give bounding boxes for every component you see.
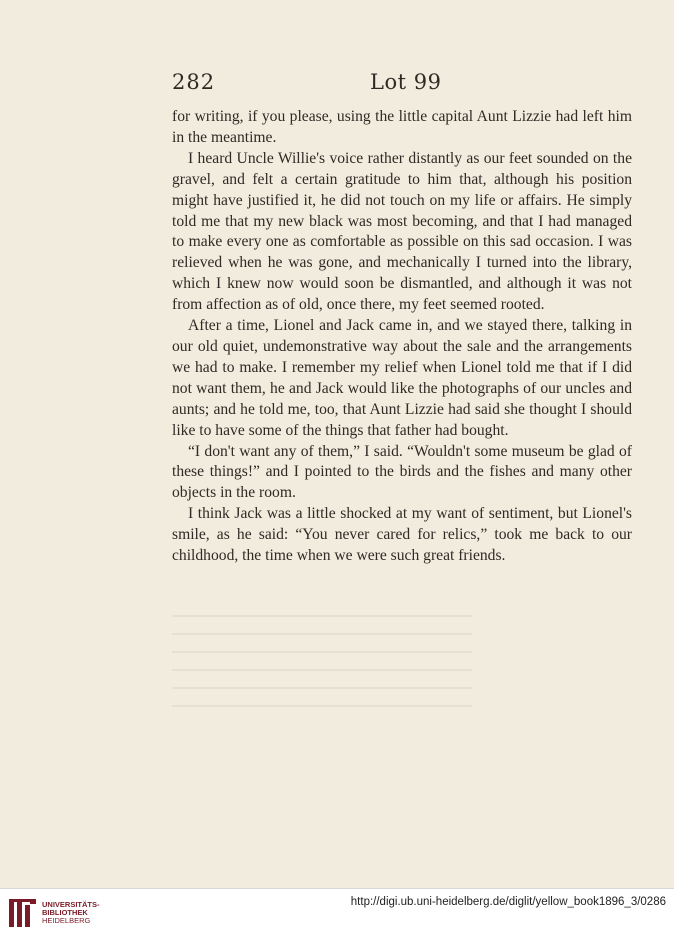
paragraph-5: I think Jack was a little shocked at my want of sentiment, but Lionel's smile, as he said: “You never cared for relics,” took me back to our childhood, the time when we were such great friends.: [172, 505, 632, 565]
permalink-url[interactable]: http://digi.ub.uni-heidelberg.de/diglit/yellow_book1896_3/0286: [350, 896, 666, 908]
paragraph-3: After a time, Lionel and Jack came in, and we stayed there, talking in our old quiet, undemonstrative way about the sale and the arrangements we had to make. I remember my relief when Lionel told me that if I did not want them, he and Jack would like the photographs of our uncles and aunts; and he told me, too, that Aunt Lizzie had said she thought I should like to have some of the things that father had bought.: [172, 317, 632, 439]
university-library-logo-icon: [8, 897, 38, 929]
bleed-through-text: [172, 615, 472, 735]
viewer-footer: [0, 888, 674, 938]
body-text: [172, 107, 632, 567]
institution-line-3: HEIDELBERG: [42, 916, 91, 926]
institution-name: [42, 901, 100, 926]
institution-line-2: BIBLIOTHEK: [42, 908, 88, 918]
page-number: 282: [172, 70, 216, 94]
paragraph-4: “I don't want any of them,” I said. “Wouldn't some museum be glad of these things!” and I pointed to the birds and the fishes and many other objects in the room.: [172, 442, 632, 502]
paragraph-2: I heard Uncle Willie's voice rather distantly as our feet sounded on the gravel, and felt a certain gratitude to him that, although his position might have justified it, he did not touch on my life or affairs. He simply told me that my new black was most becoming, and that I had managed to make every one as comfortable as possible on this sad occasion. I was relieved when he was gone, and mechanically I turned into the library, which I knew now would soon be dismantled, and although it was not from affection as of old, once there, my feet seemed rooted.: [172, 149, 632, 314]
paragraph-1: for writing, if you please, using the little capital Aunt Lizzie had left him in the meantime.: [172, 108, 632, 146]
institution-line-1: UNIVERSITÄTS-: [42, 900, 100, 909]
page-header: [172, 70, 632, 102]
running-head: Lot 99: [370, 70, 442, 94]
